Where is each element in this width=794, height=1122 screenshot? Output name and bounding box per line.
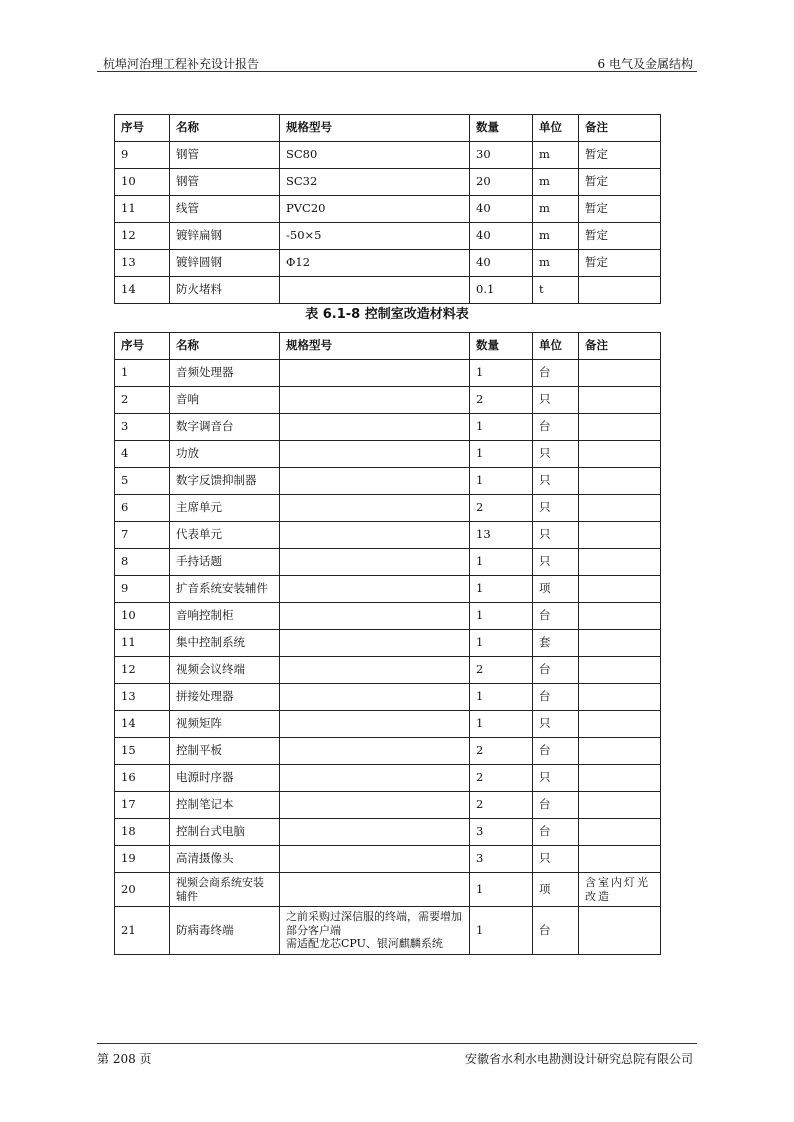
- col-header-unit: 单位: [533, 115, 579, 142]
- table-row: [115, 684, 661, 711]
- cell-name: 镀锌圆钢: [170, 250, 280, 277]
- cell-remark: 含室内灯光改造: [579, 873, 661, 907]
- col-header-spec: 规格型号: [280, 115, 470, 142]
- cell-name: 控制平板: [170, 738, 280, 765]
- col-header-index: 序号: [115, 115, 170, 142]
- cell-index: 9: [115, 142, 170, 169]
- cell-qty: 1: [470, 468, 533, 495]
- cell-name: 电源时序器: [170, 765, 280, 792]
- cell-unit: m: [533, 223, 579, 250]
- cell-name: 控制台式电脑: [170, 819, 280, 846]
- cell-name: 扩音系统安装辅件: [170, 576, 280, 603]
- cell-name: 视频会商系统安装辅件: [170, 873, 280, 907]
- table-row: [115, 873, 661, 907]
- cell-spec: [280, 495, 470, 522]
- materials-table-continued: [114, 114, 661, 304]
- table-row: [115, 846, 661, 873]
- col-header-qty: 数量: [470, 333, 533, 360]
- cell-remark: [579, 603, 661, 630]
- table-row: [115, 738, 661, 765]
- table-row: [115, 360, 661, 387]
- cell-spec: [280, 441, 470, 468]
- cell-spec: -50×5: [280, 223, 470, 250]
- cell-qty: 1: [470, 630, 533, 657]
- cell-spec: [280, 576, 470, 603]
- table-row: [115, 414, 661, 441]
- cell-unit: 只: [533, 468, 579, 495]
- cell-qty: 2: [470, 387, 533, 414]
- cell-name: 功放: [170, 441, 280, 468]
- cell-unit: 项: [533, 576, 579, 603]
- cell-index: 16: [115, 765, 170, 792]
- table-row: [115, 495, 661, 522]
- cell-unit: 只: [533, 549, 579, 576]
- table-row: [115, 907, 661, 955]
- cell-qty: 1: [470, 711, 533, 738]
- cell-index: 11: [115, 196, 170, 223]
- cell-qty: 2: [470, 495, 533, 522]
- cell-remark: [579, 441, 661, 468]
- cell-remark: [579, 819, 661, 846]
- cell-name: 高清摄像头: [170, 846, 280, 873]
- cell-index: 2: [115, 387, 170, 414]
- cell-qty: 30: [470, 142, 533, 169]
- col-header-spec: 规格型号: [280, 333, 470, 360]
- col-header-name: 名称: [170, 333, 280, 360]
- table-row: [115, 387, 661, 414]
- cell-name: 钢管: [170, 169, 280, 196]
- page-number: 第 208 页: [97, 1052, 152, 1066]
- cell-spec: [280, 549, 470, 576]
- cell-remark: [579, 907, 661, 955]
- cell-name: 音响控制柜: [170, 603, 280, 630]
- cell-spec: [280, 657, 470, 684]
- cell-name: 视频会议终端: [170, 657, 280, 684]
- cell-spec: [280, 846, 470, 873]
- col-header-unit: 单位: [533, 333, 579, 360]
- cell-name: 主席单元: [170, 495, 280, 522]
- table-row: [115, 549, 661, 576]
- cell-spec: [280, 819, 470, 846]
- cell-unit: 只: [533, 846, 579, 873]
- cell-index: 11: [115, 630, 170, 657]
- table-row: [115, 223, 661, 250]
- cell-index: 13: [115, 250, 170, 277]
- cell-name: 数字反馈抑制器: [170, 468, 280, 495]
- cell-unit: 台: [533, 360, 579, 387]
- cell-index: 3: [115, 414, 170, 441]
- cell-qty: 1: [470, 603, 533, 630]
- cell-index: 9: [115, 576, 170, 603]
- page-header: [97, 50, 697, 72]
- cell-remark: [579, 630, 661, 657]
- cell-index: 18: [115, 819, 170, 846]
- cell-unit: 台: [533, 819, 579, 846]
- cell-name: 镀锌扁钢: [170, 223, 280, 250]
- cell-qty: 13: [470, 522, 533, 549]
- table-caption: 表 6.1-8 控制室改造材料表: [305, 307, 469, 322]
- cell-remark: [579, 846, 661, 873]
- cell-name: 数字调音台: [170, 414, 280, 441]
- cell-unit: 只: [533, 495, 579, 522]
- cell-index: 10: [115, 169, 170, 196]
- cell-qty: 0.1: [470, 277, 533, 304]
- cell-unit: 套: [533, 630, 579, 657]
- cell-spec: [280, 792, 470, 819]
- cell-name: 音频处理器: [170, 360, 280, 387]
- cell-index: 4: [115, 441, 170, 468]
- col-header-remark: 备注: [579, 115, 661, 142]
- cell-spec: SC80: [280, 142, 470, 169]
- table-row: [115, 169, 661, 196]
- cell-remark: 暂定: [579, 142, 661, 169]
- cell-qty: 1: [470, 684, 533, 711]
- table-row: [115, 576, 661, 603]
- cell-name: 控制笔记本: [170, 792, 280, 819]
- table-row: [115, 630, 661, 657]
- cell-qty: 3: [470, 819, 533, 846]
- cell-spec: [280, 711, 470, 738]
- cell-index: 8: [115, 549, 170, 576]
- cell-qty: 40: [470, 250, 533, 277]
- cell-remark: [579, 792, 661, 819]
- cell-index: 15: [115, 738, 170, 765]
- cell-remark: [579, 360, 661, 387]
- cell-unit: m: [533, 169, 579, 196]
- cell-unit: 台: [533, 684, 579, 711]
- cell-remark: 暂定: [579, 196, 661, 223]
- cell-qty: 20: [470, 169, 533, 196]
- cell-qty: 2: [470, 765, 533, 792]
- cell-unit: 台: [533, 907, 579, 955]
- page-footer: [97, 1043, 697, 1067]
- cell-spec: [280, 468, 470, 495]
- cell-spec: 之前采购过深信服的终端，需要增加部分客户端 需适配龙芯CPU、银河麒麟系统: [280, 907, 470, 955]
- cell-name: 拼接处理器: [170, 684, 280, 711]
- table-row: [115, 468, 661, 495]
- control-room-materials-table: [114, 332, 661, 955]
- cell-unit: 台: [533, 792, 579, 819]
- cell-index: 7: [115, 522, 170, 549]
- table-header-row: [115, 115, 661, 142]
- cell-spec: PVC20: [280, 196, 470, 223]
- chapter-title: 6 电气及金属结构: [597, 57, 693, 71]
- cell-remark: [579, 277, 661, 304]
- cell-spec: [280, 603, 470, 630]
- cell-unit: 只: [533, 765, 579, 792]
- cell-unit: m: [533, 250, 579, 277]
- cell-unit: 台: [533, 738, 579, 765]
- cell-unit: m: [533, 142, 579, 169]
- cell-qty: 1: [470, 360, 533, 387]
- cell-spec: [280, 522, 470, 549]
- cell-name: 音响: [170, 387, 280, 414]
- cell-index: 5: [115, 468, 170, 495]
- cell-remark: [579, 495, 661, 522]
- cell-spec: [280, 387, 470, 414]
- cell-qty: 1: [470, 549, 533, 576]
- col-header-index: 序号: [115, 333, 170, 360]
- cell-qty: 1: [470, 441, 533, 468]
- cell-remark: [579, 387, 661, 414]
- cell-remark: [579, 414, 661, 441]
- cell-remark: [579, 549, 661, 576]
- cell-unit: m: [533, 196, 579, 223]
- cell-remark: 暂定: [579, 223, 661, 250]
- col-header-qty: 数量: [470, 115, 533, 142]
- cell-index: 12: [115, 223, 170, 250]
- cell-spec: [280, 630, 470, 657]
- cell-name: 视频矩阵: [170, 711, 280, 738]
- cell-name: 钢管: [170, 142, 280, 169]
- cell-spec: [280, 684, 470, 711]
- cell-spec: [280, 277, 470, 304]
- table-row: [115, 765, 661, 792]
- cell-unit: t: [533, 277, 579, 304]
- cell-unit: 只: [533, 387, 579, 414]
- cell-index: 12: [115, 657, 170, 684]
- cell-index: 20: [115, 873, 170, 907]
- col-header-name: 名称: [170, 115, 280, 142]
- cell-name: 防病毒终端: [170, 907, 280, 955]
- cell-qty: 1: [470, 414, 533, 441]
- cell-qty: 2: [470, 792, 533, 819]
- report-title: 杭埠河治理工程补充设计报告: [103, 57, 260, 71]
- cell-index: 6: [115, 495, 170, 522]
- cell-remark: [579, 711, 661, 738]
- cell-qty: 1: [470, 907, 533, 955]
- table-row: [115, 657, 661, 684]
- cell-unit: 台: [533, 603, 579, 630]
- cell-spec: [280, 360, 470, 387]
- cell-index: 14: [115, 711, 170, 738]
- cell-name: 集中控制系统: [170, 630, 280, 657]
- cell-name: 代表单元: [170, 522, 280, 549]
- cell-remark: 暂定: [579, 250, 661, 277]
- table-row: [115, 792, 661, 819]
- table-row: [115, 819, 661, 846]
- cell-unit: 只: [533, 711, 579, 738]
- cell-name: 线管: [170, 196, 280, 223]
- cell-remark: [579, 468, 661, 495]
- cell-index: 17: [115, 792, 170, 819]
- table-row: [115, 603, 661, 630]
- table-row: [115, 196, 661, 223]
- cell-index: 14: [115, 277, 170, 304]
- cell-spec: SC32: [280, 169, 470, 196]
- table-row: [115, 250, 661, 277]
- table-body: [115, 360, 661, 955]
- table-row: [115, 142, 661, 169]
- cell-remark: [579, 522, 661, 549]
- cell-remark: [579, 684, 661, 711]
- cell-qty: 2: [470, 738, 533, 765]
- table-row: [115, 277, 661, 304]
- cell-index: 10: [115, 603, 170, 630]
- table-row: [115, 711, 661, 738]
- cell-index: 13: [115, 684, 170, 711]
- cell-unit: 只: [533, 441, 579, 468]
- cell-spec: [280, 414, 470, 441]
- cell-remark: [579, 738, 661, 765]
- cell-index: 19: [115, 846, 170, 873]
- cell-unit: 台: [533, 657, 579, 684]
- col-header-remark: 备注: [579, 333, 661, 360]
- cell-unit: 只: [533, 522, 579, 549]
- cell-spec: [280, 738, 470, 765]
- table-row: [115, 522, 661, 549]
- cell-name: 手持话题: [170, 549, 280, 576]
- cell-qty: 40: [470, 223, 533, 250]
- cell-index: 1: [115, 360, 170, 387]
- cell-spec: Φ12: [280, 250, 470, 277]
- cell-remark: [579, 576, 661, 603]
- cell-remark: [579, 657, 661, 684]
- table-row: [115, 441, 661, 468]
- table-header-row: [115, 333, 661, 360]
- cell-qty: 1: [470, 576, 533, 603]
- cell-index: 21: [115, 907, 170, 955]
- cell-spec: [280, 873, 470, 907]
- cell-remark: 暂定: [579, 169, 661, 196]
- company-name: 安徽省水利水电勘测设计研究总院有限公司: [464, 1052, 693, 1066]
- cell-qty: 1: [470, 873, 533, 907]
- cell-remark: [579, 765, 661, 792]
- cell-qty: 2: [470, 657, 533, 684]
- cell-qty: 3: [470, 846, 533, 873]
- cell-unit: 项: [533, 873, 579, 907]
- cell-qty: 40: [470, 196, 533, 223]
- cell-unit: 台: [533, 414, 579, 441]
- cell-name: 防火堵料: [170, 277, 280, 304]
- cell-spec: [280, 765, 470, 792]
